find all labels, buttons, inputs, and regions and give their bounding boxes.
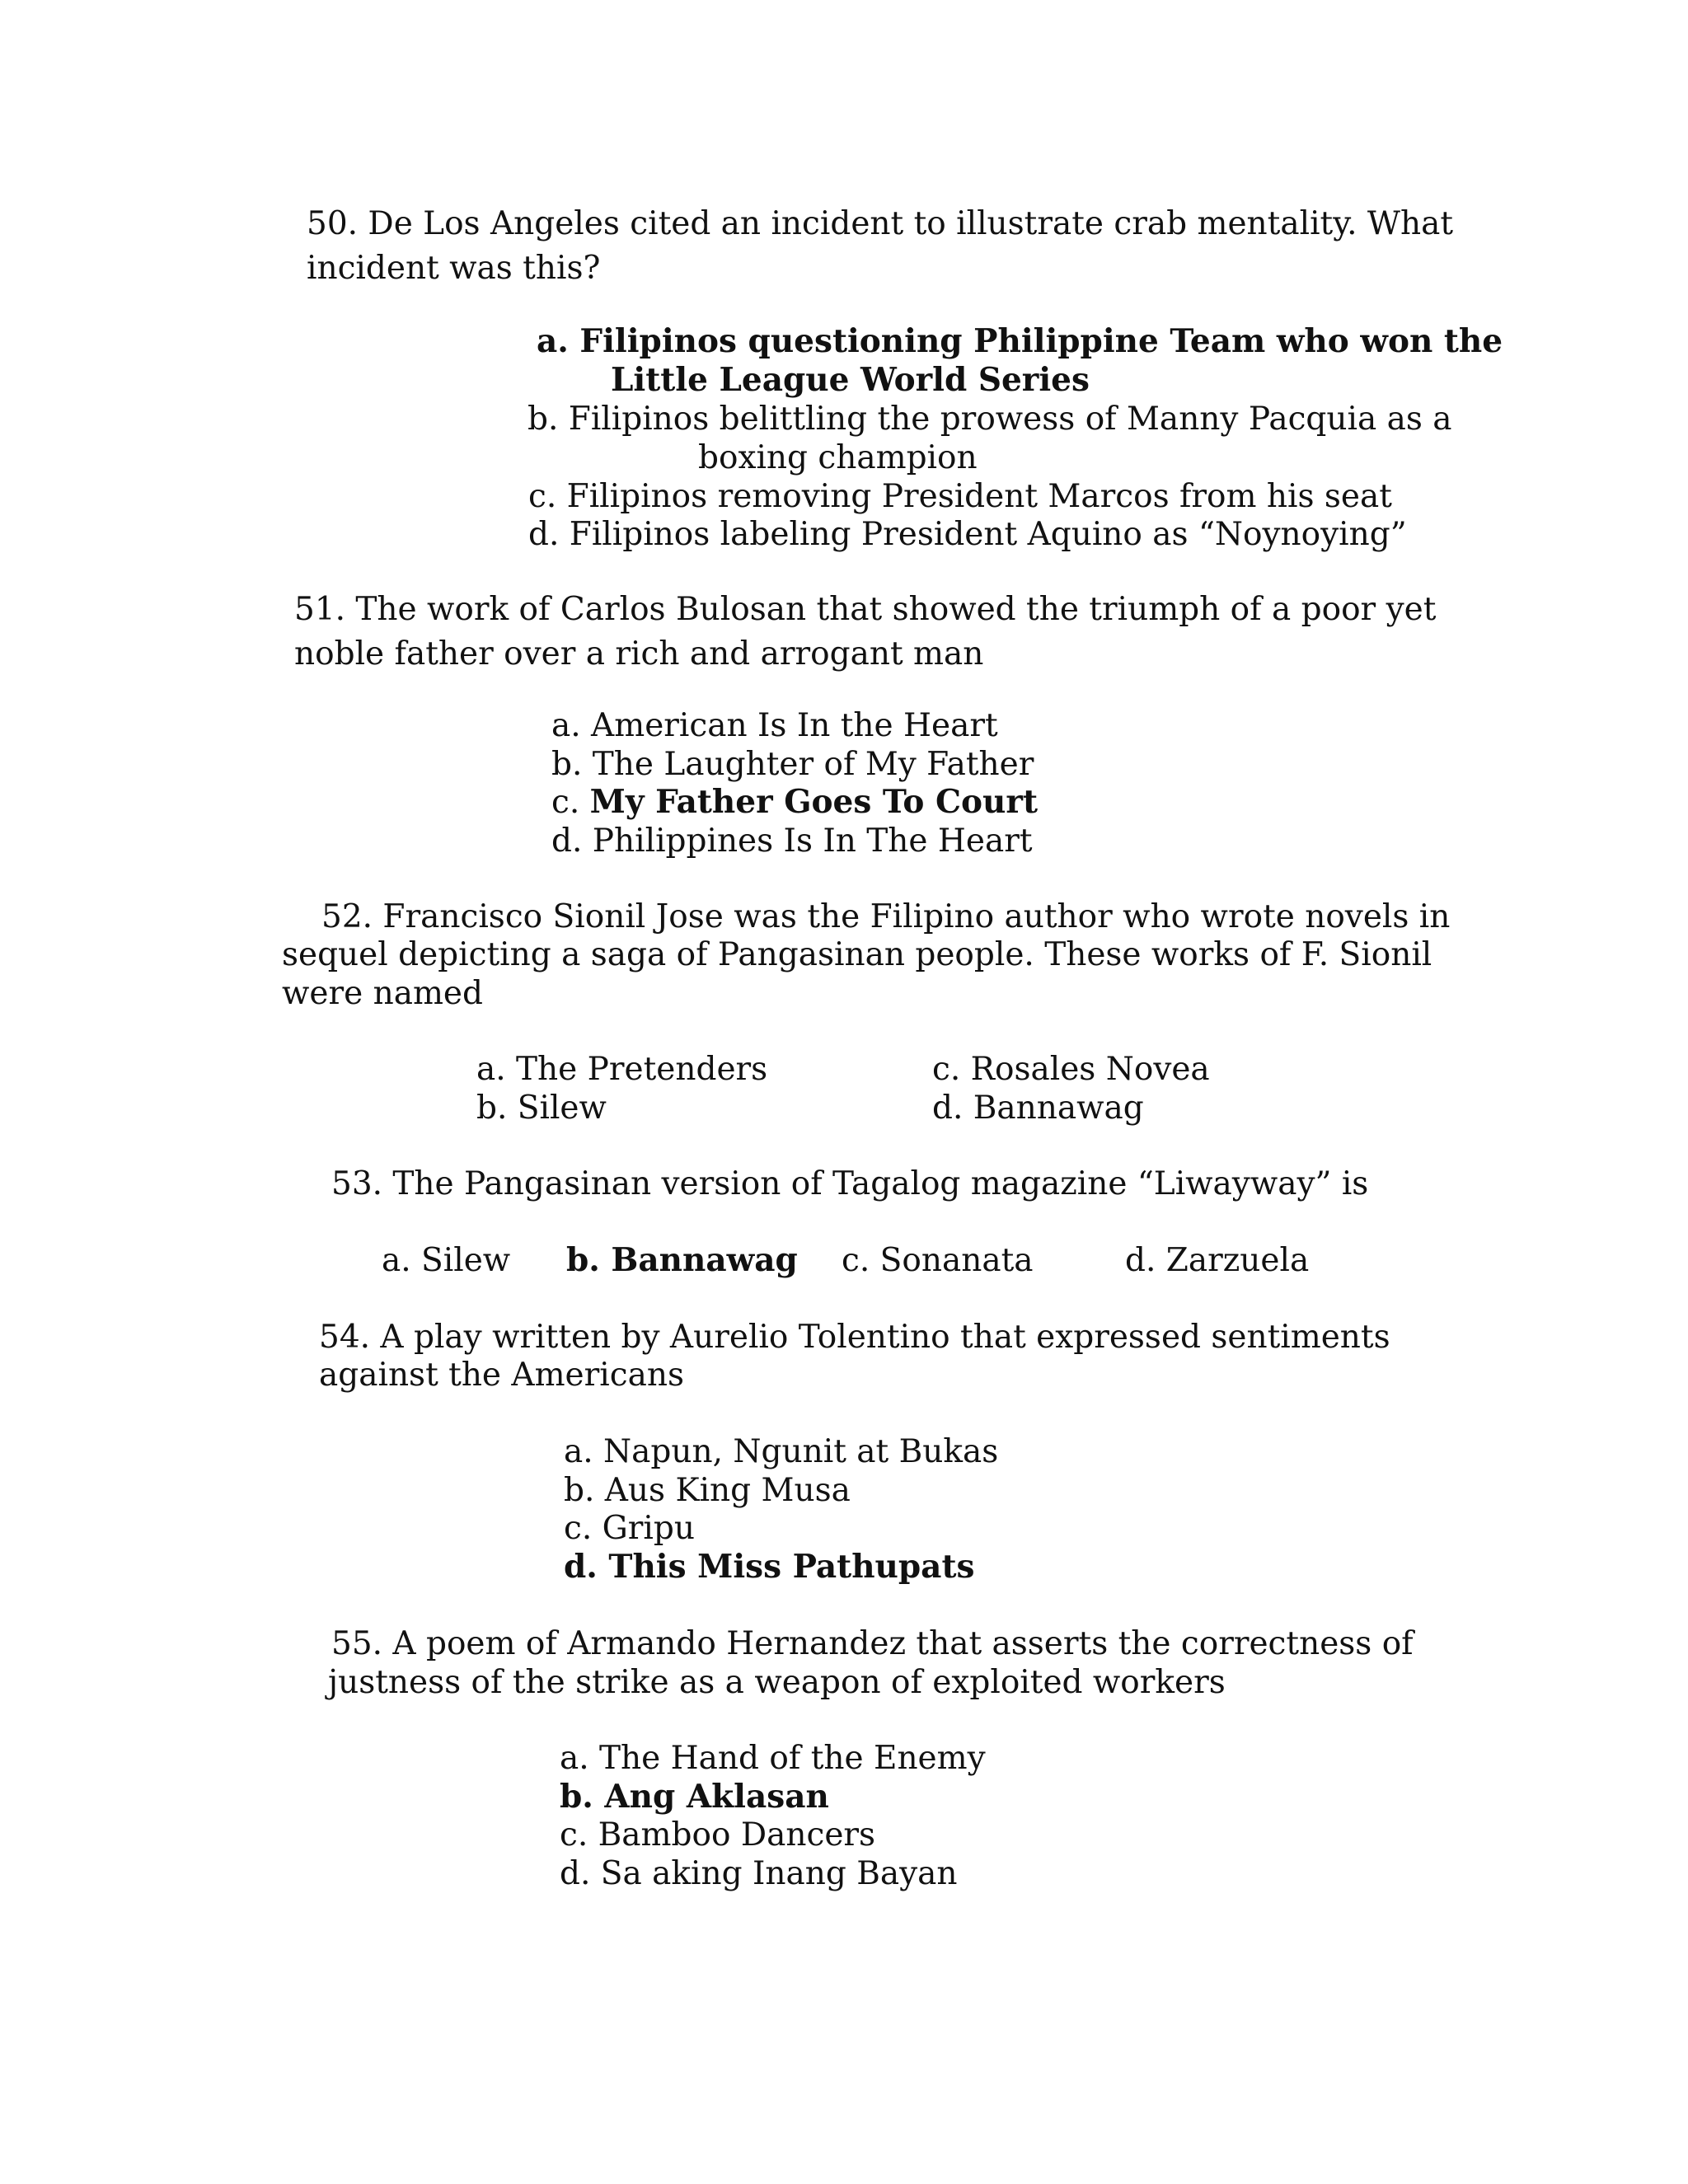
question-55-option-b: b. Ang Aklasan: [560, 1778, 829, 1816]
question-52-option-a: a. The Pretenders: [476, 1051, 768, 1088]
question-54-stem-line-1: 54. A play written by Aurelio Tolentino that expressed sentiments: [319, 1319, 1390, 1356]
question-51-option-d: d. Philippines Is In The Heart: [551, 823, 1033, 860]
question-50-option-a-line-1: a. Filipinos questioning Philippine Team who won the: [537, 322, 1503, 360]
question-51-option-c-letter: c.: [551, 784, 580, 821]
question-50-option-b-line-2: boxing champion: [698, 439, 978, 476]
question-51-option-c: [551, 783, 1038, 822]
question-50-stem-line-2: incident was this?: [307, 250, 601, 287]
question-55-option-c: c. Bamboo Dancers: [560, 1816, 876, 1854]
question-53-option-b: b. Bannawag: [566, 1241, 798, 1279]
question-54-option-b: b. Aus King Musa: [564, 1472, 851, 1509]
question-53-stem: 53. The Pangasinan version of Tagalog magazine “Liwayway” is: [331, 1165, 1369, 1202]
question-54-option-c: c. Gripu: [564, 1510, 695, 1547]
question-50-option-b-line-1: b. Filipinos belittling the prowess of Manny Pacquia as a: [528, 401, 1452, 438]
question-50-option-c: c. Filipinos removing President Marcos from his seat: [528, 478, 1392, 515]
question-54-stem-line-2: against the Americans: [319, 1357, 684, 1394]
question-52-option-b: b. Silew: [476, 1090, 607, 1127]
question-52-stem-line-2: sequel depicting a saga of Pangasinan people. These works of F. Sionil: [282, 936, 1432, 973]
question-55-option-d: d. Sa aking Inang Bayan: [560, 1855, 958, 1892]
question-51-option-c-text: My Father Goes To Court: [589, 783, 1038, 821]
question-55-stem-line-2: justness of the strike as a weapon of exploited workers: [328, 1664, 1226, 1701]
question-53-option-c: c. Sonanata: [842, 1242, 1034, 1279]
question-51-option-b: b. The Laughter of My Father: [551, 746, 1034, 783]
question-52-option-c: c. Rosales Novea: [932, 1051, 1210, 1088]
question-52-stem-line-3: were named: [282, 975, 483, 1012]
question-51-stem-line-2: noble father over a rich and arrogant man: [294, 635, 984, 673]
question-52-option-d: d. Bannawag: [932, 1090, 1144, 1127]
question-50-option-a-line-2: Little League World Series: [611, 361, 1090, 399]
question-50-stem-line-1: 50. De Los Angeles cited an incident to illustrate crab mentality. What: [307, 205, 1453, 242]
question-53-option-a: a. Silew: [382, 1242, 511, 1279]
question-55-option-a: a. The Hand of the Enemy: [560, 1740, 986, 1777]
question-55-stem-line-1: 55. A poem of Armando Hernandez that asserts the correctness of: [331, 1625, 1414, 1662]
question-53-option-d: d. Zarzuela: [1125, 1242, 1310, 1279]
question-51-stem-line-1: 51. The work of Carlos Bulosan that showed the triumph of a poor yet: [294, 591, 1437, 628]
question-52-stem-line-1: 52. Francisco Sionil Jose was the Filipino author who wrote novels in: [321, 898, 1451, 935]
question-54-option-a: a. Napun, Ngunit at Bukas: [564, 1433, 999, 1470]
question-50-option-d: d. Filipinos labeling President Aquino as “Noynoying”: [528, 516, 1407, 553]
question-51-option-a: a. American Is In the Heart: [551, 707, 998, 744]
question-54-option-d: d. This Miss Pathupats: [564, 1548, 975, 1586]
